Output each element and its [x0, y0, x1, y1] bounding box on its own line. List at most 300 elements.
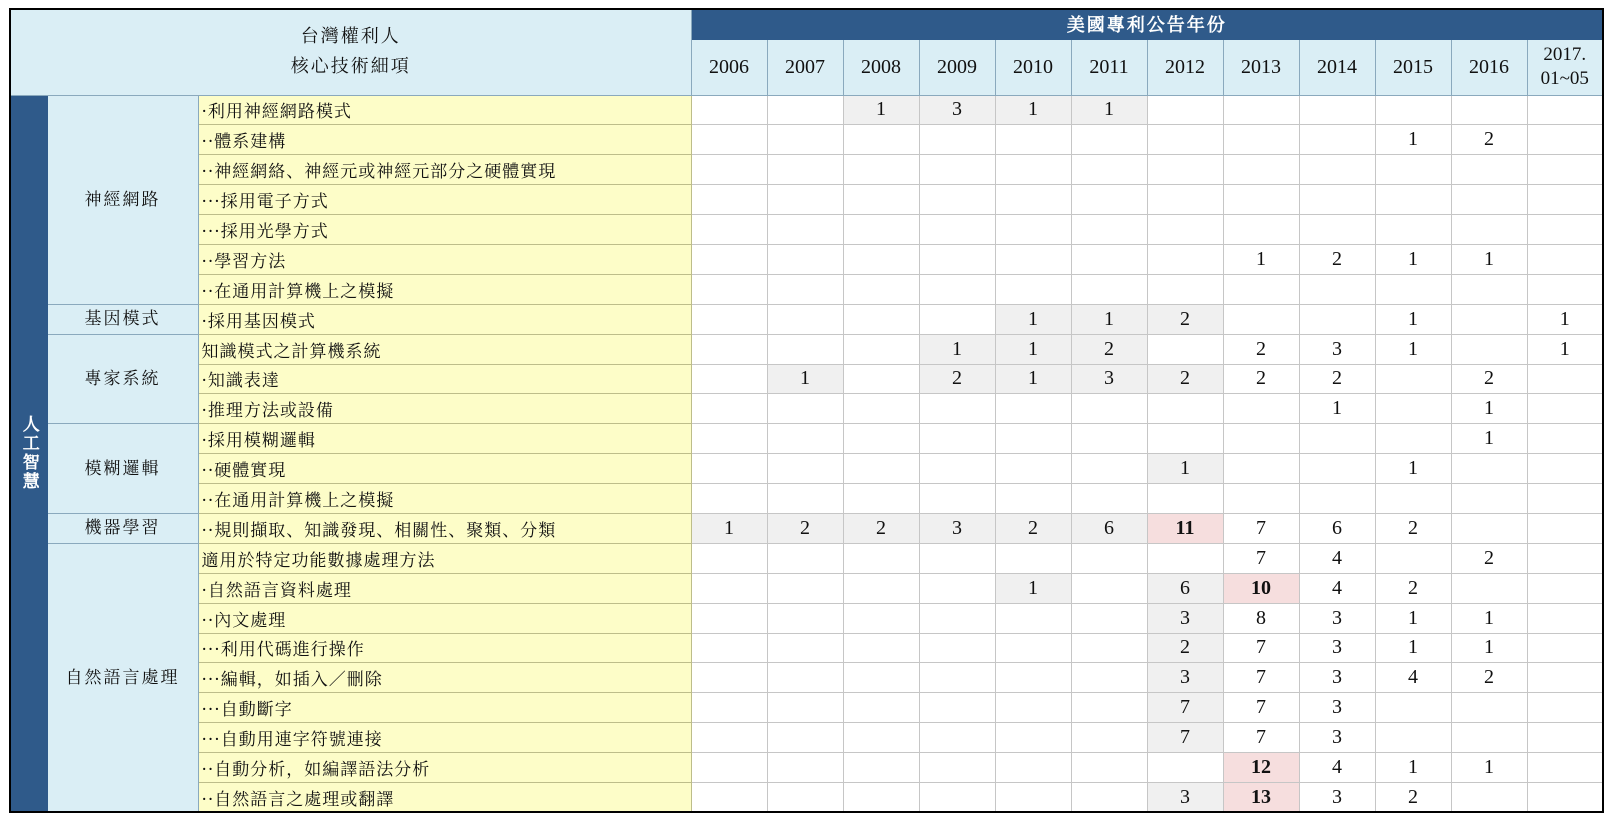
- value-cell: [691, 693, 767, 723]
- value-cell: 1: [995, 364, 1071, 394]
- value-cell: 1: [1375, 125, 1451, 155]
- item-label: ··體系建構: [198, 125, 691, 155]
- value-cell: 6: [1299, 513, 1375, 543]
- value-cell: [1223, 454, 1299, 484]
- value-cell: [1527, 663, 1603, 693]
- value-cell: [767, 424, 843, 454]
- value-cell: [691, 185, 767, 215]
- value-cell: 1: [995, 304, 1071, 334]
- value-cell: [919, 125, 995, 155]
- category-label: 模糊邏輯: [47, 424, 198, 514]
- value-cell: [919, 603, 995, 633]
- value-cell: [1071, 663, 1147, 693]
- value-cell: 2: [995, 513, 1071, 543]
- value-cell: 1: [995, 573, 1071, 603]
- value-cell: [919, 543, 995, 573]
- value-cell: 1: [1527, 304, 1603, 334]
- value-cell: [691, 454, 767, 484]
- table-row: [10, 215, 1603, 245]
- value-cell: [843, 274, 919, 304]
- value-cell: [919, 424, 995, 454]
- value-cell: [1375, 185, 1451, 215]
- value-cell: [1451, 513, 1527, 543]
- value-cell: 1: [1375, 603, 1451, 633]
- category-label: 自然語言處理: [47, 543, 198, 812]
- value-cell: [995, 244, 1071, 274]
- table-row: [10, 663, 1603, 693]
- item-label: ··內文處理: [198, 603, 691, 633]
- value-cell: [1071, 274, 1147, 304]
- value-cell: [691, 603, 767, 633]
- value-cell: 1: [1375, 753, 1451, 783]
- value-cell: [691, 244, 767, 274]
- value-cell: [1147, 334, 1223, 364]
- value-cell: 1: [1451, 603, 1527, 633]
- item-label: ·採用模糊邏輯: [198, 424, 691, 454]
- value-cell: 2: [1147, 304, 1223, 334]
- table-row: [10, 633, 1603, 663]
- value-cell: [919, 244, 995, 274]
- value-cell: [1223, 484, 1299, 514]
- category-label: 神經網路: [47, 95, 198, 304]
- value-cell: [1147, 125, 1223, 155]
- year-header: 2007: [767, 39, 843, 95]
- value-cell: [1451, 723, 1527, 753]
- value-cell: [767, 723, 843, 753]
- value-cell: 1: [1451, 753, 1527, 783]
- value-cell: [1299, 155, 1375, 185]
- value-cell: [691, 274, 767, 304]
- value-cell: 1: [1375, 633, 1451, 663]
- table-row: [10, 454, 1603, 484]
- value-cell: [1071, 633, 1147, 663]
- value-cell: 7: [1223, 543, 1299, 573]
- value-cell: [691, 782, 767, 812]
- value-cell: [843, 394, 919, 424]
- table-row: [10, 484, 1603, 514]
- value-cell: [1071, 484, 1147, 514]
- value-cell: [767, 633, 843, 663]
- value-cell: 1: [1451, 244, 1527, 274]
- value-cell: 1: [1451, 633, 1527, 663]
- value-cell: [843, 573, 919, 603]
- value-cell: [843, 155, 919, 185]
- value-cell: [1299, 95, 1375, 125]
- value-cell: [1527, 513, 1603, 543]
- value-cell: [1147, 484, 1223, 514]
- item-label: ··規則擷取、知識發現、相關性、聚類、分類: [198, 513, 691, 543]
- value-cell: [1071, 603, 1147, 633]
- value-cell: [1071, 543, 1147, 573]
- value-cell: [1527, 364, 1603, 394]
- value-cell: [1451, 693, 1527, 723]
- year-header: 2011: [1071, 39, 1147, 95]
- value-cell: 2: [919, 364, 995, 394]
- value-cell: [995, 484, 1071, 514]
- value-cell: 12: [1223, 753, 1299, 783]
- value-cell: [1299, 484, 1375, 514]
- value-cell: [843, 454, 919, 484]
- value-cell: [1147, 95, 1223, 125]
- value-cell: [919, 693, 995, 723]
- value-cell: 3: [1071, 364, 1147, 394]
- table-row: [10, 274, 1603, 304]
- value-cell: [1223, 394, 1299, 424]
- value-cell: 6: [1071, 513, 1147, 543]
- category-label: 基因模式: [47, 304, 198, 334]
- value-cell: 1: [919, 334, 995, 364]
- value-cell: 3: [1147, 603, 1223, 633]
- item-label: ···採用光學方式: [198, 215, 691, 245]
- value-cell: 2: [1375, 782, 1451, 812]
- value-cell: [767, 185, 843, 215]
- value-cell: [1527, 424, 1603, 454]
- value-cell: 2: [1451, 364, 1527, 394]
- value-cell: [1375, 364, 1451, 394]
- value-cell: 1: [995, 95, 1071, 125]
- value-cell: [843, 125, 919, 155]
- value-cell: 7: [1223, 633, 1299, 663]
- value-cell: 1: [691, 513, 767, 543]
- year-header: 2006: [691, 39, 767, 95]
- value-cell: [1147, 543, 1223, 573]
- value-cell: [1071, 125, 1147, 155]
- value-cell: [767, 603, 843, 633]
- value-cell: 3: [1299, 693, 1375, 723]
- item-label: ·自然語言資料處理: [198, 573, 691, 603]
- item-label: ··在通用計算機上之模擬: [198, 484, 691, 514]
- value-cell: [995, 185, 1071, 215]
- value-cell: [843, 663, 919, 693]
- item-label: ·推理方法或設備: [198, 394, 691, 424]
- item-label: ··學習方法: [198, 244, 691, 274]
- table-row: [10, 185, 1603, 215]
- value-cell: [767, 693, 843, 723]
- domain-label-text: 人工智慧: [18, 415, 39, 492]
- table-row: [10, 603, 1603, 633]
- year-header: 2010: [995, 39, 1071, 95]
- value-cell: [691, 215, 767, 245]
- value-cell: [919, 155, 995, 185]
- item-label: ···利用代碼進行操作: [198, 633, 691, 663]
- value-cell: [919, 573, 995, 603]
- value-cell: 7: [1223, 513, 1299, 543]
- value-cell: [843, 304, 919, 334]
- table-row: [10, 364, 1603, 394]
- value-cell: [691, 95, 767, 125]
- value-cell: [1375, 424, 1451, 454]
- value-cell: [1223, 274, 1299, 304]
- value-cell: [995, 125, 1071, 155]
- value-cell: [1223, 185, 1299, 215]
- value-cell: [767, 484, 843, 514]
- value-cell: 1: [1223, 244, 1299, 274]
- value-cell: [843, 603, 919, 633]
- value-cell: 1: [1299, 394, 1375, 424]
- value-cell: 7: [1147, 723, 1223, 753]
- value-cell: [1299, 424, 1375, 454]
- value-cell: [767, 244, 843, 274]
- value-cell: [1527, 603, 1603, 633]
- value-cell: [1147, 753, 1223, 783]
- value-cell: [691, 424, 767, 454]
- value-cell: [691, 155, 767, 185]
- value-cell: [843, 484, 919, 514]
- value-cell: [1451, 274, 1527, 304]
- value-cell: [767, 274, 843, 304]
- table-row: [10, 394, 1603, 424]
- value-cell: [919, 304, 995, 334]
- value-cell: [1147, 215, 1223, 245]
- value-cell: [1147, 394, 1223, 424]
- value-cell: [995, 663, 1071, 693]
- value-cell: [767, 782, 843, 812]
- value-cell: 1: [1071, 95, 1147, 125]
- value-cell: [1375, 543, 1451, 573]
- value-cell: [767, 95, 843, 125]
- value-cell: [1071, 454, 1147, 484]
- value-cell: 1: [767, 364, 843, 394]
- value-cell: [767, 573, 843, 603]
- value-cell: 3: [1299, 633, 1375, 663]
- domain-label: [10, 95, 47, 812]
- value-cell: 3: [1299, 334, 1375, 364]
- value-cell: 11: [1147, 513, 1223, 543]
- item-label: ···自動斷字: [198, 693, 691, 723]
- value-cell: 1: [1451, 394, 1527, 424]
- table-row: [10, 95, 1603, 125]
- category-label: 專家系統: [47, 334, 198, 424]
- value-cell: [1299, 454, 1375, 484]
- value-cell: [919, 454, 995, 484]
- value-cell: [843, 185, 919, 215]
- value-cell: [1071, 782, 1147, 812]
- value-cell: [1451, 95, 1527, 125]
- value-cell: 10: [1223, 573, 1299, 603]
- value-cell: [843, 244, 919, 274]
- value-cell: [995, 274, 1071, 304]
- value-cell: [995, 693, 1071, 723]
- value-cell: [1527, 484, 1603, 514]
- category-label: 機器學習: [47, 513, 198, 543]
- year-header: 2013: [1223, 39, 1299, 95]
- value-cell: [919, 394, 995, 424]
- value-cell: [1375, 484, 1451, 514]
- value-cell: [995, 394, 1071, 424]
- table-row: [10, 723, 1603, 753]
- table-row: [10, 573, 1603, 603]
- value-cell: [691, 304, 767, 334]
- value-cell: [1223, 424, 1299, 454]
- value-cell: 1: [1375, 454, 1451, 484]
- value-cell: 3: [1299, 603, 1375, 633]
- value-cell: [1299, 304, 1375, 334]
- value-cell: 1: [1375, 304, 1451, 334]
- value-cell: [1071, 394, 1147, 424]
- value-cell: [691, 723, 767, 753]
- item-label: ·知識表達: [198, 364, 691, 394]
- value-cell: [1527, 244, 1603, 274]
- value-cell: [1451, 782, 1527, 812]
- value-cell: [995, 633, 1071, 663]
- value-cell: [1071, 573, 1147, 603]
- value-cell: [1071, 753, 1147, 783]
- value-cell: 4: [1299, 573, 1375, 603]
- row-header-title: [10, 9, 691, 95]
- value-cell: [1527, 633, 1603, 663]
- value-cell: [919, 215, 995, 245]
- item-label: ··自然語言之處理或翻譯: [198, 782, 691, 812]
- value-cell: 1: [1147, 454, 1223, 484]
- value-cell: [843, 215, 919, 245]
- value-cell: [767, 543, 843, 573]
- value-cell: 3: [1299, 723, 1375, 753]
- table-row: [10, 753, 1603, 783]
- value-cell: [1299, 125, 1375, 155]
- value-cell: [843, 633, 919, 663]
- value-cell: [1071, 424, 1147, 454]
- value-cell: 1: [1071, 304, 1147, 334]
- value-cell: 2: [1223, 334, 1299, 364]
- value-cell: [1527, 215, 1603, 245]
- value-cell: [767, 215, 843, 245]
- value-cell: [1527, 185, 1603, 215]
- item-label: 適用於特定功能數據處理方法: [198, 543, 691, 573]
- value-cell: 3: [919, 95, 995, 125]
- value-cell: [1375, 274, 1451, 304]
- value-cell: 1: [1451, 424, 1527, 454]
- value-cell: [1375, 723, 1451, 753]
- table-row: [10, 155, 1603, 185]
- value-cell: [1375, 394, 1451, 424]
- value-cell: 2: [1451, 663, 1527, 693]
- value-cell: [1527, 454, 1603, 484]
- value-cell: [767, 753, 843, 783]
- value-cell: 1: [843, 95, 919, 125]
- value-cell: 7: [1223, 693, 1299, 723]
- value-cell: 4: [1375, 663, 1451, 693]
- value-cell: [1527, 693, 1603, 723]
- row-header-line1: 台灣權利人: [300, 26, 401, 48]
- value-cell: [919, 185, 995, 215]
- value-cell: 2: [1375, 573, 1451, 603]
- value-cell: [1223, 125, 1299, 155]
- value-cell: [919, 274, 995, 304]
- value-cell: 3: [919, 513, 995, 543]
- value-cell: [1071, 215, 1147, 245]
- item-label: ·採用基因模式: [198, 304, 691, 334]
- value-cell: [1527, 125, 1603, 155]
- year-group-title: 美國專利公告年份: [691, 9, 1603, 39]
- value-cell: 2: [1223, 364, 1299, 394]
- value-cell: [843, 543, 919, 573]
- value-cell: [919, 782, 995, 812]
- value-cell: [995, 723, 1071, 753]
- item-label: ··自動分析，如編譯語法分析: [198, 753, 691, 783]
- value-cell: [843, 693, 919, 723]
- value-cell: [1451, 484, 1527, 514]
- value-cell: [1299, 274, 1375, 304]
- value-cell: [691, 753, 767, 783]
- value-cell: [1451, 155, 1527, 185]
- value-cell: [995, 424, 1071, 454]
- year-header: 2016: [1451, 39, 1527, 95]
- value-cell: [919, 484, 995, 514]
- value-cell: 2: [1451, 543, 1527, 573]
- value-cell: [1147, 185, 1223, 215]
- value-cell: 2: [1299, 244, 1375, 274]
- value-cell: [1299, 215, 1375, 245]
- value-cell: [1147, 155, 1223, 185]
- value-cell: 1: [1375, 244, 1451, 274]
- value-cell: 7: [1223, 723, 1299, 753]
- value-cell: [1527, 573, 1603, 603]
- table-row: [10, 693, 1603, 723]
- value-cell: [1527, 95, 1603, 125]
- value-cell: [1147, 244, 1223, 274]
- value-cell: [1451, 334, 1527, 364]
- value-cell: 3: [1299, 782, 1375, 812]
- value-cell: [767, 454, 843, 484]
- value-cell: [1451, 304, 1527, 334]
- value-cell: [691, 573, 767, 603]
- value-cell: [1223, 304, 1299, 334]
- value-cell: 2: [1451, 125, 1527, 155]
- value-cell: [1451, 185, 1527, 215]
- value-cell: [1527, 274, 1603, 304]
- year-header: 2014: [1299, 39, 1375, 95]
- value-cell: [1527, 782, 1603, 812]
- value-cell: 3: [1147, 663, 1223, 693]
- item-label: ···編輯，如插入／刪除: [198, 663, 691, 693]
- value-cell: [767, 334, 843, 364]
- value-cell: [1071, 185, 1147, 215]
- value-cell: [1375, 693, 1451, 723]
- value-cell: 2: [1299, 364, 1375, 394]
- year-header: 2017. 01~05: [1527, 39, 1603, 95]
- item-label: ·利用神經網路模式: [198, 95, 691, 125]
- value-cell: [1299, 185, 1375, 215]
- value-cell: [995, 543, 1071, 573]
- value-cell: [1223, 95, 1299, 125]
- value-cell: [691, 394, 767, 424]
- table-row: [10, 304, 1603, 334]
- value-cell: [919, 633, 995, 663]
- value-cell: [1071, 693, 1147, 723]
- table-row: [10, 424, 1603, 454]
- value-cell: [1223, 215, 1299, 245]
- table-row: [10, 244, 1603, 274]
- value-cell: [1375, 215, 1451, 245]
- value-cell: [691, 125, 767, 155]
- value-cell: [995, 753, 1071, 783]
- item-label: ···採用電子方式: [198, 185, 691, 215]
- value-cell: [1375, 95, 1451, 125]
- value-cell: 2: [1147, 364, 1223, 394]
- value-cell: 2: [1147, 633, 1223, 663]
- value-cell: [995, 155, 1071, 185]
- value-cell: [919, 753, 995, 783]
- row-header-line2: 核心技術細項: [290, 56, 411, 78]
- value-cell: 7: [1223, 663, 1299, 693]
- value-cell: 4: [1299, 543, 1375, 573]
- item-label: ··神經網絡、神經元或神經元部分之硬體實現: [198, 155, 691, 185]
- value-cell: [1527, 753, 1603, 783]
- value-cell: 7: [1147, 693, 1223, 723]
- year-header: 2015: [1375, 39, 1451, 95]
- value-cell: [843, 364, 919, 394]
- value-cell: [691, 364, 767, 394]
